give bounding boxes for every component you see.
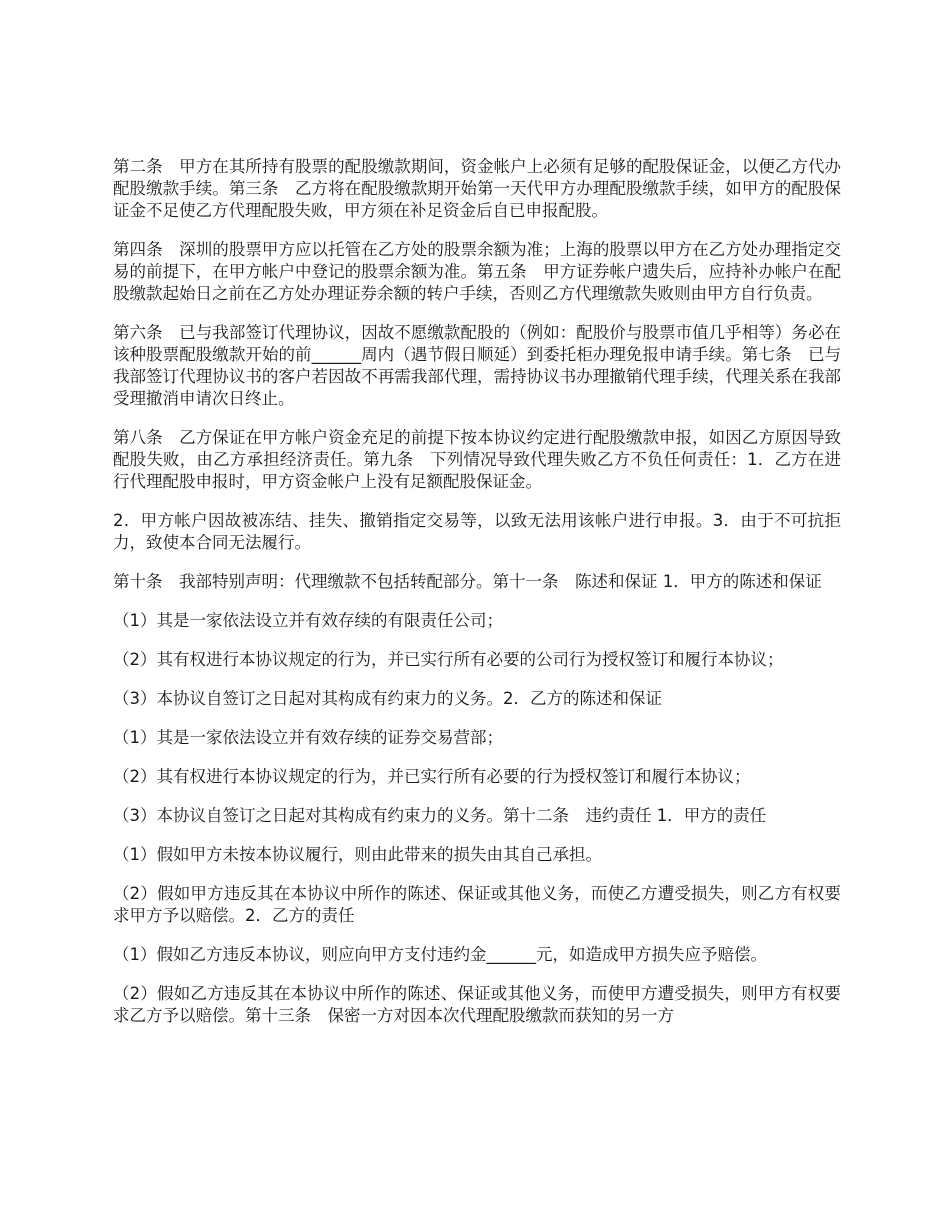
paragraph-party-a-rep-1: （1）其是一家依法设立并有效存续的有限责任公司；: [113, 611, 503, 630]
paragraph-article-2-3: 第二条 甲方在其所持有股票的配股缴款期间，资金帐户上必须有足够的配股保证金，以便乙方代办配股缴款手续。第三条 乙方将在配股缴款期开始第一天代甲方办理配股缴款手续，如甲方的配股保证金不足使乙方代理配股失败，甲方须在补足资金后自已申报配股。: [113, 157, 841, 220]
paragraph-article-9-items: 2．甲方帐户因故被冻结、挂失、撤销指定交易等，以致无法用该帐户进行申报。3．由于不可抗拒力，致使本合同无法履行。: [113, 511, 841, 552]
paragraph-article-4-5: 第四条 深圳的股票甲方应以托管在乙方处的股票余额为准；上海的股票以甲方在乙方处办理指定交易的前提下，在甲方帐户中登记的股票余额为准。第五条 甲方证券帐户遗失后，应持补办帐户在配股缴款起始日之前在乙方处办理证券余额的转户手续，否则乙方代理缴款失败则由甲方自行负责。: [113, 240, 841, 303]
paragraph-party-b-rep-3: （3）本协议自签订之日起对其构成有约束力的义务。第十二条 违约责任 1．甲方的责任: [113, 806, 767, 825]
paragraph-party-a-liability-1: （1）假如甲方未按本协议履行，则由此带来的损失由其自己承担。: [113, 845, 602, 864]
paragraph-article-10-11: 第十条 我部特别声明：代理缴款不包括转配部分。第十一条 陈述和保证 1．甲方的陈述和保证: [113, 572, 822, 591]
paragraph-party-b-liability-1: （1）假如乙方违反本协议，则应向甲方支付违约金______元，如造成甲方损失应予赔偿。: [113, 945, 767, 964]
paragraph-party-b-rep-1: （1）其是一家依法设立并有效存续的证券交易营部；: [113, 728, 503, 747]
paragraph-article-8-9: 第八条 乙方保证在甲方帐户资金充足的前提下按本协议约定进行配股缴款申报，如因乙方原因导致配股失败，由乙方承担经济责任。第九条 下列情况导致代理失败乙方不负任何责任：1．乙方在进行代理配股申报时，甲方资金帐户上没有足额配股保证金。: [113, 428, 841, 491]
paragraph-party-a-liability-2: （2）假如甲方违反其在本协议中所作的陈述、保证或其他义务，而使乙方遭受损失，则乙方有权要求甲方予以赔偿。2．乙方的责任: [113, 884, 841, 925]
paragraph-article-6-7: 第六条 已与我部签订代理协议，因故不愿缴款配股的（例如：配股价与股票市值几乎相等）务必在该种股票配股缴款开始的前______周内（遇节假日顺延）到委托柜办理免报申请手续。第七条 已与我部签订代理协议书的客户若因故不再需我部代理，需持协议书办理撤销代理手续，代理关系在我部受理撤消申请次日终止。: [113, 323, 841, 408]
paragraph-party-b-liability-2: （2）假如乙方违反其在本协议中所作的陈述、保证或其他义务，而使甲方遭受损失，则甲方有权要求乙方予以赔偿。第十三条 保密一方对因本次代理配股缴款而获知的另一方: [113, 984, 841, 1025]
paragraph-party-a-rep-3: （3）本协议自签订之日起对其构成有约束力的义务。2．乙方的陈述和保证: [113, 689, 662, 708]
paragraph-party-b-rep-2: （2）其有权进行本协议规定的行为，并已实行所有必要的行为授权签订和履行本协议；: [113, 767, 751, 786]
paragraph-party-a-rep-2: （2）其有权进行本协议规定的行为，并已实行所有必要的公司行为授权签订和履行本协议；: [113, 650, 784, 669]
document-body: [113, 156, 841, 1044]
